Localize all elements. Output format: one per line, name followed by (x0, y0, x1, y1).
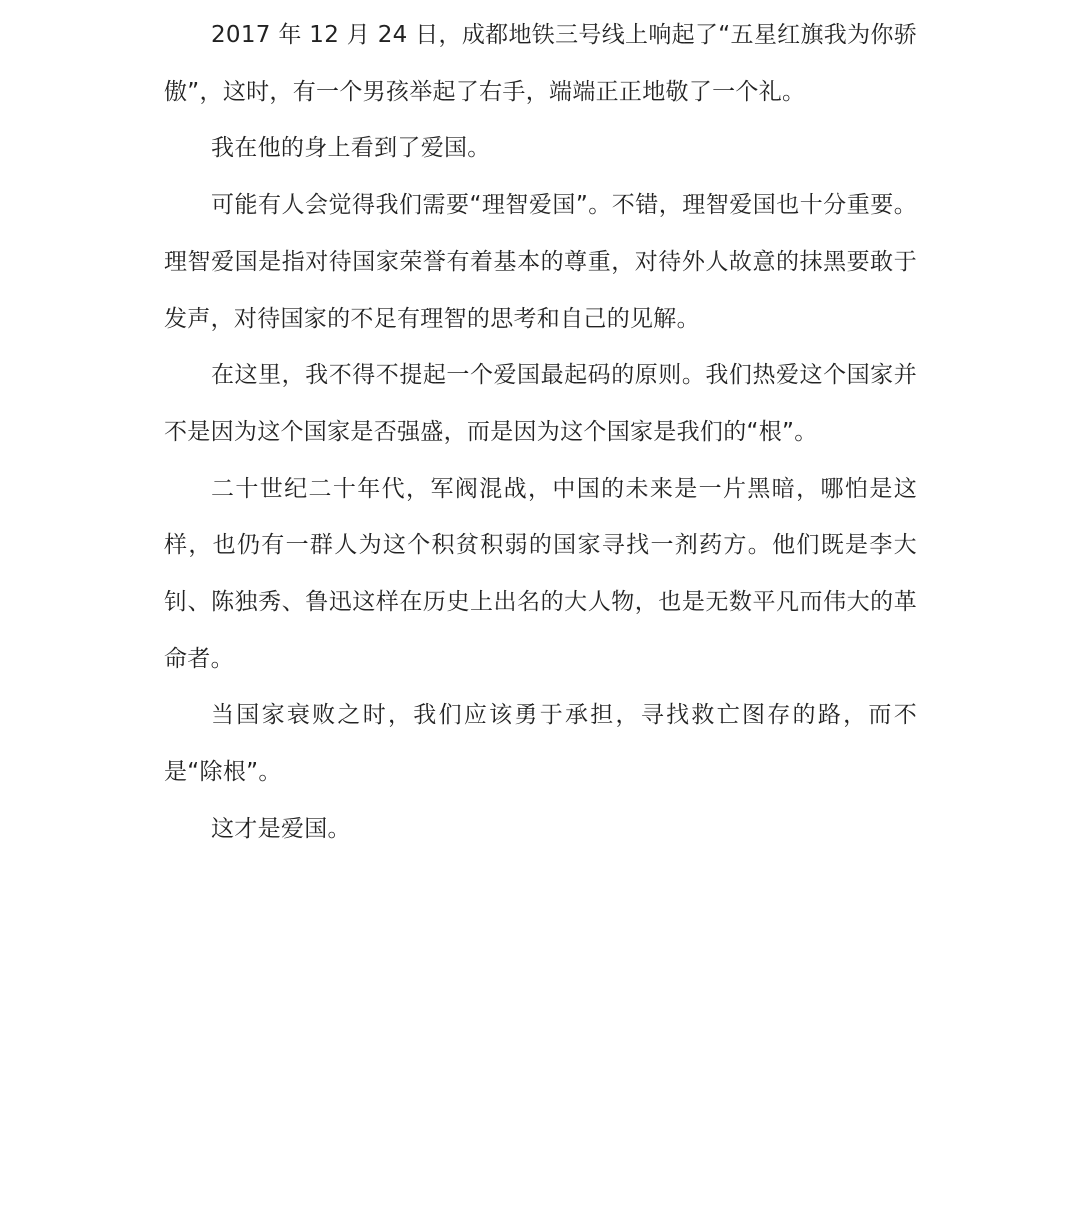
paragraph-7: 这才是爱国。 (211, 815, 351, 842)
paragraph-4: 在这里，我不得不提起一个爱国最起码的原则。我们热爱这个国家并不是因为这个国家是否强盛，而是因为这个国家是我们的“根”。 (164, 362, 917, 445)
paragraph-3: 可能有人会觉得我们需要“理智爱国”。不错，理智爱国也十分重要。理智爱国是指对待国家荣誉有着基本的尊重，对待外人故意的抹黑要敢于发声，对待国家的不足有理智的思考和自己的见解。 (164, 192, 917, 332)
paragraph-6: 当国家衰败之时，我们应该勇于承担，寻找救亡图存的路，而不是“除根”。 (164, 702, 917, 786)
paragraph-1: 2017 年 12 月 24 日，成都地铁三号线上响起了“五星红旗我为你骄傲”，这时，有一个男孩举起了右手，端端正正地敬了一个礼。 (164, 22, 917, 105)
paragraph-5: 二十世纪二十年代，军阀混战，中国的未来是一片黑暗，哪怕是这样，也仍有一群人为这个积贫积弱的国家寻找一剂药方。他们既是李大钊、陈独秀、鲁迅这样在历史上出名的大人物，也是无数平凡而伟大的革命者。 (164, 475, 917, 672)
paragraph-2: 我在他的身上看到了爱国。 (211, 135, 491, 162)
document-page (164, 0, 917, 858)
